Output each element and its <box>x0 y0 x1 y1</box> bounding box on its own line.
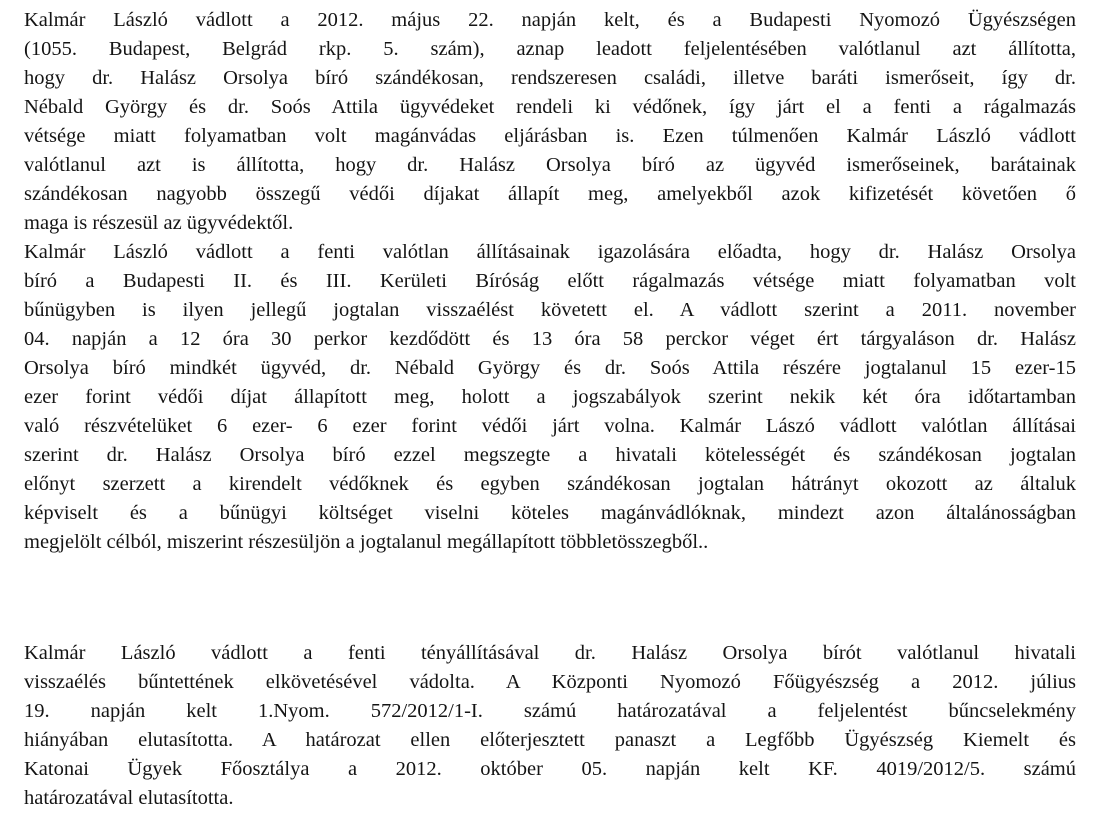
text-line: hogy dr. Halász Orsolya bíró szándékosan, rendszeresen családi, illetve baráti ismerőseit, így dr. <box>24 67 1076 89</box>
text-line: előnyt szerzett a kirendelt védőknek és egyben szándékosan jogtalan hátrányt okozott az általuk <box>24 473 1076 495</box>
paragraph-2 <box>24 238 1076 557</box>
text-line: bűnügyben is ilyen jellegű jogtalan visszaélést követett el. A vádlott szerint a 2011. november <box>24 299 1076 321</box>
text-line: (1055. Budapest, Belgrád rkp. 5. szám), aznap leadott feljelentésében valótlanul azt állította, <box>24 38 1076 60</box>
text-line: szándékosan nagyobb összegű védői díjakat állapít meg, amelyekből azok kifizetését követően ő <box>24 183 1076 205</box>
text-line: Orsolya bíró mindkét ügyvéd, dr. Nébald György és dr. Soós Attila részére jogtalanul 15 ezer-15 <box>24 357 1076 379</box>
text-line: Kalmár László vádlott a fenti valótlan állításainak igazolására előadta, hogy dr. Halász Orsolya <box>24 241 1076 263</box>
text-line: valótlanul azt is állította, hogy dr. Halász Orsolya bíró az ügyvéd ismerőseinek, barátainak <box>24 154 1076 176</box>
text-line: képviselt és a bűnügyi költséget viselni köteles magánvádlóknak, mindezt azon általánosságban <box>24 502 1076 524</box>
text-line: hiányában elutasította. A határozat ellen előterjesztett panaszt a Legfőbb Ügyészség Kiemelt és <box>24 729 1076 751</box>
text-line: határozatával elutasította. <box>24 787 234 809</box>
text-line: Kalmár László vádlott a 2012. május 22. napján kelt, és a Budapesti Nyomozó Ügyészségen <box>24 9 1076 31</box>
text-line: ezer forint védői díjat állapított meg, holott a jogszabályok szerint nekik két óra időtartamban <box>24 386 1076 408</box>
text-line: való részvételüket 6 ezer- 6 ezer forint védői járt volna. Kalmár Lászó vádlott valótlan állításai <box>24 415 1076 437</box>
text-line: visszaélés bűntettének elkövetésével vádolta. A Központi Nyomozó Főügyészség a 2012. július <box>24 671 1076 693</box>
paragraph-1 <box>24 6 1076 238</box>
text-line: bíró a Budapesti II. és III. Kerületi Bíróság előtt rágalmazás vétsége miatt folyamatban volt <box>24 270 1076 292</box>
text-line: maga is részesül az ügyvédektől. <box>24 212 294 234</box>
text-line: Nébald György és dr. Soós Attila ügyvédeket rendeli ki védőnek, így járt el a fenti a rágalmazás <box>24 96 1076 118</box>
text-line: 19. napján kelt 1.Nyom. 572/2012/1-I. számú határozatával a feljelentést bűncselekmény <box>24 700 1076 722</box>
paragraph-3 <box>24 639 1076 813</box>
text-line: szerint dr. Halász Orsolya bíró ezzel megszegte a hivatali kötelességét és szándékosan jogtalan <box>24 444 1076 466</box>
text-line: 04. napján a 12 óra 30 perkor kezdődött és 13 óra 58 perckor véget ért tárgyaláson dr. Halász <box>24 328 1076 350</box>
text-line: vétsége miatt folyamatban volt magánvádas eljárásban is. Ezen túlmenően Kalmár László vádlott <box>24 125 1076 147</box>
text-line: megjelölt célból, miszerint részesüljön a jogtalanul megállapított többletösszegből.. <box>24 531 709 553</box>
text-line: Kalmár László vádlott a fenti tényállításával dr. Halász Orsolya bírót valótlanul hivatali <box>24 642 1076 664</box>
text-line: Katonai Ügyek Főosztálya a 2012. október 05. napján kelt KF. 4019/2012/5. számú <box>24 758 1076 780</box>
